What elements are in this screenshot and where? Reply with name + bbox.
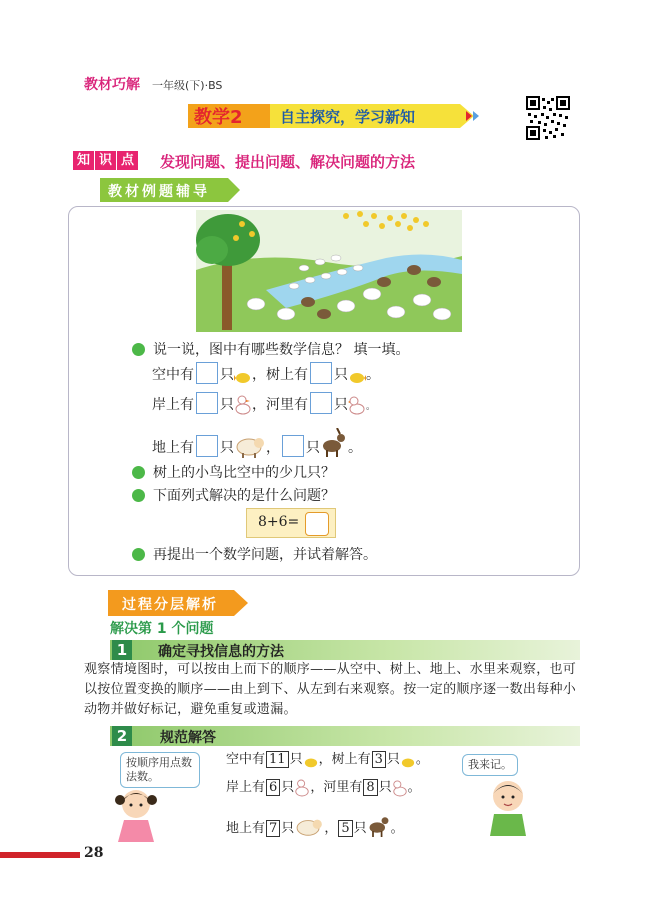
row3-unit-1: 只 <box>220 440 234 456</box>
lesson-title: 自主探究，学习新知 <box>280 108 416 126</box>
bullet-icon <box>132 489 145 502</box>
animal-scene-illustration <box>196 210 462 332</box>
answer-2-river-label: ，河里有 <box>310 780 363 795</box>
row2-unit-1: 只 <box>220 397 234 413</box>
step-2-number: 2 <box>112 726 132 746</box>
answer-3-sep: ， <box>324 821 338 836</box>
answer-row-2: 岸上有 6 只 ，河里有 8 只 。 <box>226 776 421 801</box>
bird-icon <box>348 369 366 389</box>
qr-side-text-decoration <box>572 92 582 148</box>
qr-code-icon[interactable] <box>526 96 570 140</box>
answer-sky-birds: 11 <box>266 751 289 768</box>
row1-unit-1: 只 <box>220 367 234 383</box>
method-paragraph: 观察情境图时，可以按由上而下的顺序——从空中、树上、地上、水里来观察，也可以按位置变换的顺序——由上到下、从左到右来观察。按一定的顺序逐一数出每种小动物并做好标记，避免重复或遗漏。 <box>84 662 577 717</box>
answer-1-unit-2: 只 <box>386 752 400 767</box>
blank-river-ducks[interactable] <box>310 392 332 414</box>
bird-icon <box>400 755 416 773</box>
equation-answer-blank[interactable] <box>305 512 329 536</box>
goat-icon <box>367 812 391 842</box>
boy-illustration <box>478 776 538 836</box>
row2-label-shore: 岸上有 <box>152 397 194 413</box>
answer-ground-goats: 5 <box>338 820 352 837</box>
lesson-banner <box>188 104 480 128</box>
answer-2-unit: 只 <box>281 780 295 795</box>
series-title: 教材巧解 <box>84 77 140 93</box>
bird-icon <box>234 369 252 389</box>
question-1-text: 说一说，图中有哪些数学信息？ 填一填。 <box>153 342 410 358</box>
answer-3-unit: 只 <box>281 821 295 836</box>
question-3 <box>132 485 335 505</box>
step-1-title: 确定寻找信息的方法 <box>158 644 284 660</box>
page-number: 28 <box>84 845 104 861</box>
answer-1-tree-label: ，树上有 <box>318 752 371 767</box>
knowledge-point-tag <box>73 151 139 170</box>
answer-1-label: 空中有 <box>226 752 266 767</box>
duck-icon <box>294 779 310 801</box>
row3-sep: ， <box>266 440 280 456</box>
answer-2-label: 岸上有 <box>226 780 266 795</box>
row3-unit-2: 只 <box>306 440 320 456</box>
answer-ground-sheep: 7 <box>266 820 280 837</box>
answer-shore-ducks: 6 <box>266 779 280 796</box>
lesson-badge: 教学2 <box>194 107 243 128</box>
blank-ground-goats[interactable] <box>282 435 304 457</box>
row1-unit-2: 只 <box>334 367 348 383</box>
fill-row-3: 地上有 只 ， 只 。 <box>152 428 362 462</box>
question-2-text: 树上的小鸟比空中的少几只？ <box>153 465 335 481</box>
answer-3-label: 地上有 <box>226 821 266 836</box>
sheep-icon <box>294 816 324 842</box>
answer-1-unit: 只 <box>289 752 303 767</box>
question-3-text: 下面列式解决的是什么问题？ <box>153 488 335 504</box>
duck-icon <box>348 395 366 419</box>
solve-title: 解决第 1 个问题 <box>110 621 214 637</box>
kp-char-1: 知 <box>73 151 94 170</box>
process-banner-text: 过程分层解析 <box>122 597 218 613</box>
row3-label-ground: 地上有 <box>152 440 194 456</box>
blank-ground-sheep[interactable] <box>196 435 218 457</box>
blank-tree-birds[interactable] <box>310 362 332 384</box>
boy-speech-bubble: 我来记。 <box>462 754 518 776</box>
bullet-icon <box>132 548 145 561</box>
question-1 <box>132 339 409 359</box>
blank-shore-ducks[interactable] <box>196 392 218 414</box>
girl-speech-bubble: 按顺序用点数法数。 <box>120 752 200 788</box>
equation-text: 8+6= <box>258 514 300 530</box>
grade-label: 一年级(下)·BS <box>152 79 223 92</box>
fill-row-1: 空中有 只 ，树上有 只 。 <box>152 362 380 389</box>
sheep-icon <box>234 434 266 462</box>
answer-row-1: 空中有 11 只 ，树上有 3 只 。 <box>226 748 429 773</box>
row1-label-sky: 空中有 <box>152 367 194 383</box>
question-4 <box>132 544 377 564</box>
question-2 <box>132 462 335 482</box>
girl-illustration <box>106 786 168 842</box>
answer-tree-birds: 3 <box>372 751 386 768</box>
answer-3-unit-2: 只 <box>353 821 367 836</box>
bullet-icon <box>132 466 145 479</box>
duck-icon <box>234 395 252 419</box>
blank-sky-birds[interactable] <box>196 362 218 384</box>
kp-char-3: 点 <box>117 151 138 170</box>
row2-label-river: ，河里有 <box>252 397 308 413</box>
example-banner <box>100 178 240 202</box>
bullet-icon <box>132 343 145 356</box>
fill-row-2: 岸上有 只 ，河里有 只 。 <box>152 392 375 419</box>
answer-2-unit-2: 只 <box>378 780 392 795</box>
page-accent-bar <box>0 852 80 858</box>
goat-icon <box>320 428 348 462</box>
row2-unit-2: 只 <box>334 397 348 413</box>
kp-char-2: 识 <box>95 151 116 170</box>
duck-icon <box>392 779 408 801</box>
bird-icon <box>303 755 319 773</box>
answer-row-3: 地上有 7 只 ， 5 只 。 <box>226 812 404 842</box>
example-banner-text: 教材例题辅导 <box>108 184 210 200</box>
step-2-title: 规范解答 <box>160 730 216 746</box>
process-banner <box>108 590 248 616</box>
question-4-text: 再提出一个数学问题，并试着解答。 <box>153 547 377 563</box>
answer-river-ducks: 8 <box>363 779 377 796</box>
row1-label-tree: ，树上有 <box>252 367 308 383</box>
knowledge-point-title: 发现问题、提出问题、解决问题的方法 <box>160 153 416 171</box>
step-1-number: 1 <box>112 640 132 660</box>
